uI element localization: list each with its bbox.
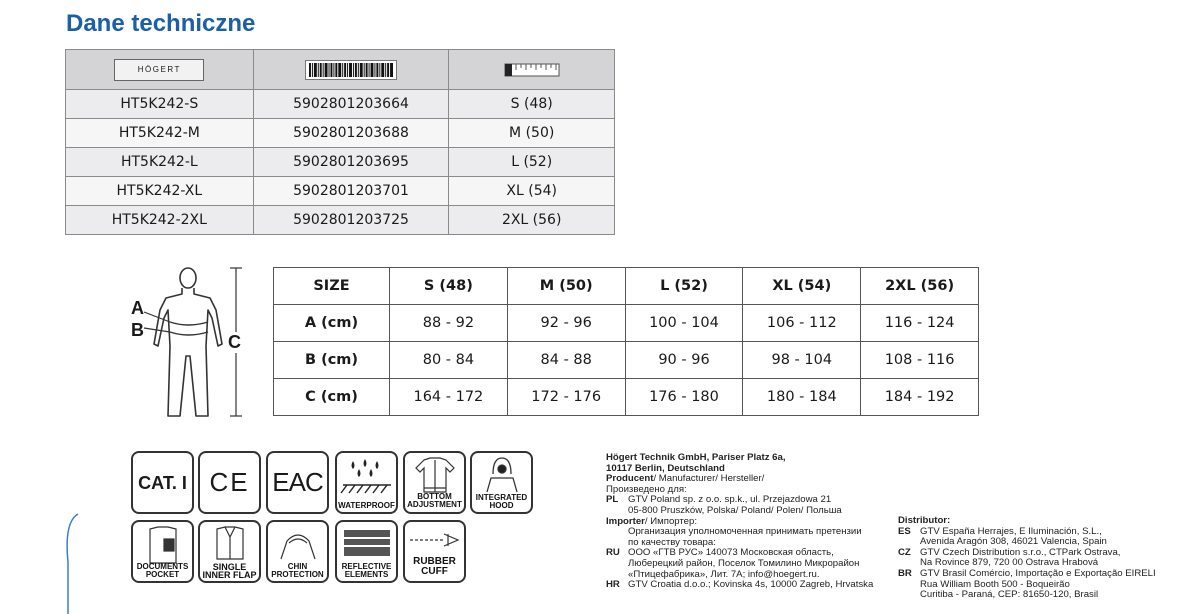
size-value: 84 - 88	[507, 342, 625, 379]
cz-line1: GTV Czech Distribution s.r.o., CTPark Ostrava,	[920, 546, 1121, 558]
integrated-hood-icon	[470, 451, 533, 514]
product-ean: 5902801203664	[253, 90, 449, 119]
ru-line3: «Птицефабрика», Лит. 7А; info@hoegert.ru.	[628, 568, 820, 580]
manufacturer-info	[606, 453, 896, 591]
ce-mark-icon	[198, 451, 261, 514]
bottom-adjustment-icon	[403, 451, 466, 514]
size-value: 88 - 92	[390, 305, 508, 342]
importer-ru-line1: Организация уполномоченная принимать претензии	[628, 526, 862, 538]
ru-line1: ООО «ГТВ РУС» 140073 Московская область,	[628, 547, 834, 559]
size-value: 90 - 96	[625, 342, 743, 379]
size-value: 184 - 192	[861, 379, 979, 416]
integrated-hood-label: INTEGRATED HOOD	[475, 493, 528, 510]
decorative-curve-icon	[60, 512, 80, 614]
importer-label: Importer	[606, 515, 645, 527]
size-header-cell: XL (54)	[743, 268, 861, 305]
reflective-elements-label: REFLECTIVE ELEMENTS	[341, 562, 392, 579]
product-table	[65, 49, 615, 235]
pl-line1: GTV Poland sp. z o.o. sp.k., ul. Przejazdowa 21	[628, 494, 832, 506]
size-value: 100 - 104	[625, 305, 743, 342]
ru-code: RU	[606, 547, 620, 559]
size-value: 92 - 96	[507, 305, 625, 342]
reflective-elements-icon	[335, 520, 398, 583]
barcode-icon	[305, 60, 397, 80]
product-size: L (52)	[449, 148, 615, 177]
product-code: HT5K242-S	[66, 90, 254, 119]
table-row	[66, 206, 615, 235]
br-line3: Curitiba - Paraná, CEP: 81650-120, Brasil	[920, 589, 1099, 601]
ce-mark-label: CE	[209, 467, 250, 497]
product-size: 2XL (56)	[449, 206, 615, 235]
importer-ru-line2: по качеству товара:	[628, 536, 716, 548]
single-inner-flap-icon	[198, 520, 261, 583]
table-row	[66, 148, 615, 177]
bottom-adjustment-label: BOTTOM ADJUSTMENT	[407, 492, 462, 509]
pl-line2: 05-800 Pruszków, Polska/ Poland/ Polen/ Польша	[628, 504, 842, 516]
rubber-cuff-icon	[403, 520, 466, 583]
eac-mark-icon	[266, 451, 329, 514]
size-value: 172 - 176	[507, 379, 625, 416]
ru-line2: Люберецкий район, Поселок Томилино Микрорайон	[628, 557, 860, 569]
header-size-cell	[449, 50, 615, 90]
product-code: HT5K242-XL	[66, 177, 254, 206]
table-row	[66, 177, 615, 206]
hr-code: HR	[606, 579, 620, 591]
size-value: 176 - 180	[625, 379, 743, 416]
chin-protection-label: CHIN PROTECTION	[271, 562, 324, 579]
distributor-info	[898, 516, 1180, 601]
product-ean: 5902801203725	[253, 206, 449, 235]
size-chart-table	[273, 267, 979, 416]
product-table-header	[66, 50, 615, 90]
single-inner-flap-label: SINGLE INNER FLAP	[202, 562, 257, 580]
size-header-cell: 2XL (56)	[861, 268, 979, 305]
pl-code: PL	[606, 494, 619, 506]
size-header-cell: S (48)	[390, 268, 508, 305]
ruler-icon	[449, 59, 614, 81]
rubber-cuff-label: RUBBER CUFF	[413, 556, 456, 577]
documents-pocket-icon	[131, 520, 194, 583]
cz-line2: Na Rovince 879, 720 00 Ostrava Hrabová	[920, 557, 1099, 569]
producent-rest: / Manufacturer/ Hersteller/	[653, 473, 765, 485]
row-label: A (cm)	[274, 305, 390, 342]
es-line2: Avenida Aragón 308, 46021 Valencia, Spain	[920, 536, 1107, 548]
product-size: M (50)	[449, 119, 615, 148]
cat-i-label: CAT. I	[138, 473, 187, 493]
size-value: 108 - 116	[861, 342, 979, 379]
product-code: HT5K242-L	[66, 148, 254, 177]
hr-line1: GTV Croatia d.o.o.; Kovinska 4s, 10000 Zagreb, Hrvatska	[628, 579, 874, 591]
measure-label-a: A	[131, 298, 144, 318]
br-line1: GTV Brasil Comércio, Importação e Exportação EIRELI	[920, 567, 1156, 579]
size-header-cell: L (52)	[625, 268, 743, 305]
row-label: C (cm)	[274, 379, 390, 416]
size-header-cell: M (50)	[507, 268, 625, 305]
product-ean: 5902801203688	[253, 119, 449, 148]
importer-rest: / Импортер:	[644, 515, 698, 527]
distributor-title: Distributor:	[898, 515, 951, 526]
size-value: 98 - 104	[743, 342, 861, 379]
product-size: XL (54)	[449, 177, 615, 206]
documents-pocket-label: DOCUMENTS POCKET	[136, 562, 189, 579]
table-row	[274, 305, 979, 342]
producent-label: Producent	[606, 473, 654, 485]
eac-mark-label: EAC	[272, 467, 323, 497]
product-ean: 5902801203695	[253, 148, 449, 177]
row-label: B (cm)	[274, 342, 390, 379]
size-header-cell: SIZE	[274, 268, 390, 305]
table-row	[274, 342, 979, 379]
br-line2: Rua William Booth 500 - Boqueirão	[920, 578, 1070, 590]
body-measurement-figure	[130, 266, 250, 426]
manufacturer-line1: Högert Technik GmbH, Pariser Platz 6a,	[606, 452, 786, 463]
measure-label-c: C	[228, 332, 241, 352]
size-value: 116 - 124	[861, 305, 979, 342]
header-logo-cell	[66, 50, 254, 90]
page-title: Dane techniczne	[66, 10, 256, 37]
header-barcode-cell	[253, 50, 449, 90]
product-size: S (48)	[449, 90, 615, 119]
table-row	[66, 90, 615, 119]
chin-protection-icon	[266, 520, 329, 583]
waterproof-label: WATERPROOF	[338, 501, 395, 510]
product-ean: 5902801203701	[253, 177, 449, 206]
cz-code: CZ	[898, 546, 911, 558]
size-value: 106 - 112	[743, 305, 861, 342]
es-line1: GTV España Herrajes, E Iluminación, S.L.,	[920, 525, 1102, 537]
size-value: 164 - 172	[390, 379, 508, 416]
table-row	[274, 379, 979, 416]
produced-ru: Произведено для:	[606, 483, 687, 495]
size-value: 80 - 84	[390, 342, 508, 379]
product-code: HT5K242-2XL	[66, 206, 254, 235]
manufacturer-line2: 10117 Berlin, Deutschland	[606, 462, 725, 474]
cat-i-icon	[131, 451, 194, 514]
table-row	[66, 119, 615, 148]
es-code: ES	[898, 525, 911, 537]
size-value: 180 - 184	[743, 379, 861, 416]
measure-label-b: B	[131, 320, 144, 340]
hogert-logo: HÖGERT	[114, 59, 204, 81]
br-code: BR	[898, 567, 912, 579]
size-table-header	[274, 268, 979, 305]
waterproof-icon	[335, 451, 398, 514]
product-code: HT5K242-M	[66, 119, 254, 148]
